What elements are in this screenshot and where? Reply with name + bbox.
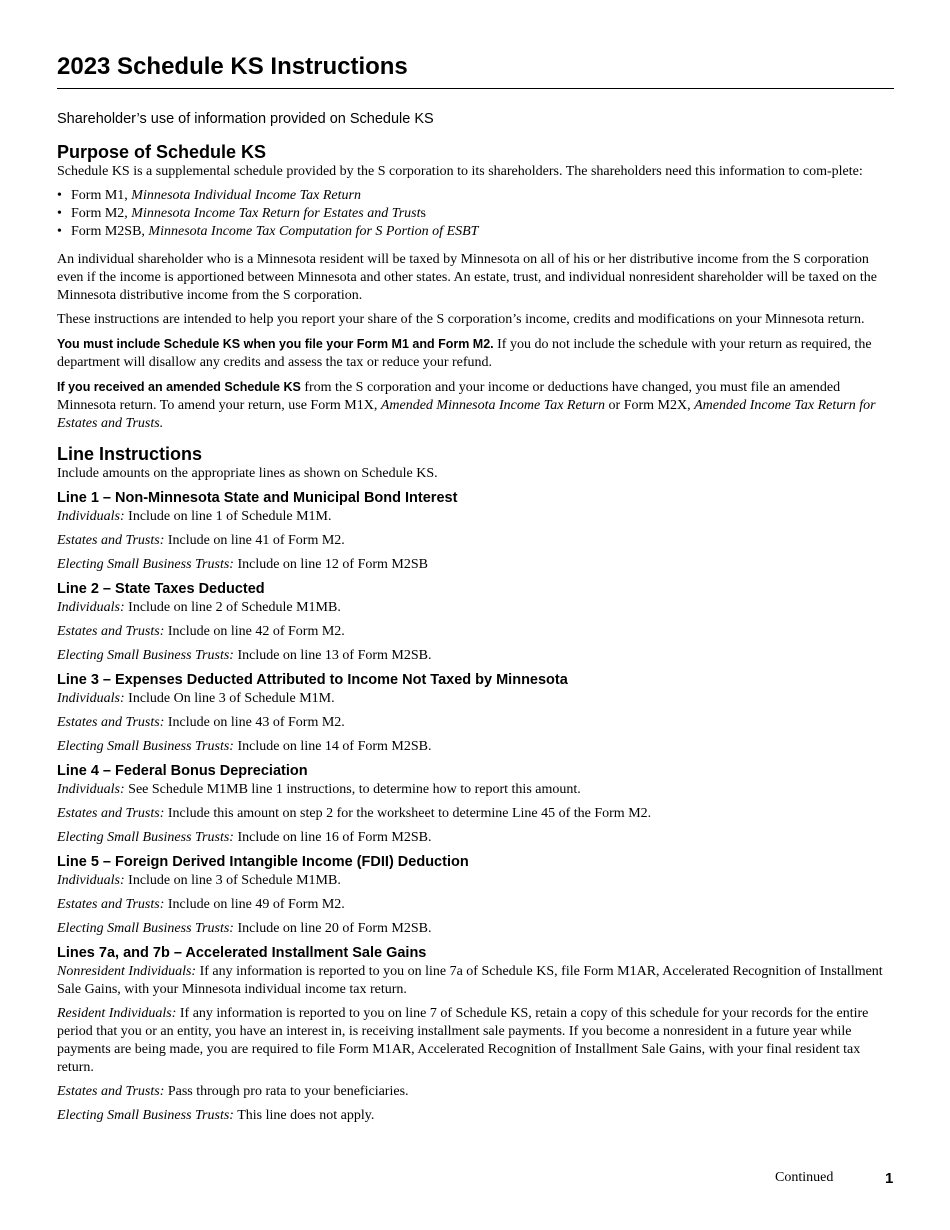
line-5-individuals: Individuals: Include on line 3 of Schedule M1MB. — [57, 873, 341, 888]
line-3-heading: Line 3 – Expenses Deducted Attributed to Income Not Taxed by Minnesota — [57, 672, 568, 688]
list-item: • Form M2, Minnesota Income Tax Return for Estates and Trusts — [57, 205, 894, 223]
line-4-estates: Estates and Trusts: Include this amount on step 2 for the worksheet to determine Line 45 of the Form M2. — [57, 806, 652, 821]
purpose-intro: Schedule KS is a supplemental schedule provided by the S corporation to its shareholders. The shareholders need this information to com-plete: — [57, 164, 863, 179]
must-include-lead: You must include Schedule KS when you file your Form M1 and Form M2. — [57, 337, 494, 351]
line-4-individuals: Individuals: See Schedule M1MB line 1 instructions, to determine how to report this amount. — [57, 782, 581, 797]
list-item: • Form M1, Minnesota Individual Income Tax Return — [57, 187, 894, 205]
forms-list — [57, 187, 894, 241]
line-4-esbt: Electing Small Business Trusts: Include on line 16 of Form M2SB. — [57, 830, 432, 845]
line-instructions-intro: Include amounts on the appropriate lines as shown on Schedule KS. — [57, 466, 438, 481]
line-2-individuals: Individuals: Include on line 2 of Schedule M1MB. — [57, 600, 341, 615]
line-2-heading: Line 2 – State Taxes Deducted — [57, 581, 265, 597]
line-2-esbt: Electing Small Business Trusts: Include on line 13 of Form M2SB. — [57, 648, 432, 663]
resident-paragraph: An individual shareholder who is a Minnesota resident will be taxed by Minnesota on all of his or her distributive income from the S corporation even if the income is apportioned between Minnesota and other states. An estate, trust, and individual nonresident shareholder will be taxed on the Minnesota distributive income from the S corporation. — [57, 252, 877, 303]
line-instructions-heading: Line Instructions — [57, 444, 203, 464]
line-1-esbt: Electing Small Business Trusts: Include on line 12 of Form M2SB — [57, 557, 428, 572]
must-include-paragraph: You must include Schedule KS when you file your Form M1 and Form M2. If you do not include the schedule with your return as required, the department will disallow any credits and assess the tax or reduce your refund. — [57, 337, 872, 370]
purpose-heading: Purpose of Schedule KS — [57, 142, 267, 162]
line-2-estates: Estates and Trusts: Include on line 42 of Form M2. — [57, 624, 345, 639]
line-7-resident: Resident Individuals: If any information is reported to you on line 7 of Schedule KS, retain a copy of this schedule for your records for the entire period that you or an entity, you have an interest in, is receiving installment sale payments. If you become a nonresident in a future year while payments are being made, you are required to file Form M1AR, Accelerated Recognition of Installment Sale Gains, with your final resident tax return. — [57, 1006, 869, 1075]
line-1-heading: Line 1 – Non-Minnesota State and Municipal Bond Interest — [57, 490, 458, 506]
line-1-individuals: Individuals: Include on line 1 of Schedule M1M. — [57, 509, 332, 524]
line-1-estates: Estates and Trusts: Include on line 41 of Form M2. — [57, 533, 345, 548]
line-3-esbt: Electing Small Business Trusts: Include on line 14 of Form M2SB. — [57, 739, 432, 754]
line-7-heading: Lines 7a, and 7b – Accelerated Installment Sale Gains — [57, 945, 427, 961]
line-5-estates: Estates and Trusts: Include on line 49 of Form M2. — [57, 897, 345, 912]
line-7-nonresident: Nonresident Individuals: If any information is reported to you on line 7a of Schedule KS, file Form M1AR, Accelerated Recognition of Installment Sale Gains, with your Minnesota individual income tax return. — [57, 964, 883, 997]
line-5-esbt: Electing Small Business Trusts: Include on line 20 of Form M2SB. — [57, 921, 432, 936]
list-item: • Form M2SB, Minnesota Income Tax Computation for S Portion of ESBT — [57, 223, 894, 241]
instructions-paragraph: These instructions are intended to help you report your share of the S corporation’s income, credits and modifications on your Minnesota return. — [57, 312, 865, 327]
line-5-heading: Line 5 – Foreign Derived Intangible Income (FDII) Deduction — [57, 854, 469, 870]
amended-paragraph: If you received an amended Schedule KS from the S corporation and your income or deductions have changed, you must file an amended Minnesota return. To amend your return, use Form M1X, Amended Minnesota Income Tax Return or Form M2X, Amended Income Tax Return for Estates and Trusts. — [57, 380, 876, 431]
line-3-estates: Estates and Trusts: Include on line 43 of Form M2. — [57, 715, 345, 730]
line-7-esbt: Electing Small Business Trusts: This line does not apply. — [57, 1108, 375, 1123]
page-subtitle: Shareholder’s use of information provided on Schedule KS — [57, 111, 434, 127]
continued-label: Continued — [775, 1170, 834, 1185]
line-7-estates: Estates and Trusts: Pass through pro rata to your beneficiaries. — [57, 1084, 409, 1099]
document-page — [57, 52, 894, 1125]
line-3-individuals: Individuals: Include On line 3 of Schedule M1M. — [57, 691, 335, 706]
page-number: 1 — [885, 1170, 894, 1187]
amended-lead: If you received an amended Schedule KS — [57, 380, 301, 394]
line-4-heading: Line 4 – Federal Bonus Depreciation — [57, 763, 308, 779]
page-title: 2023 Schedule KS Instructions — [57, 52, 894, 89]
